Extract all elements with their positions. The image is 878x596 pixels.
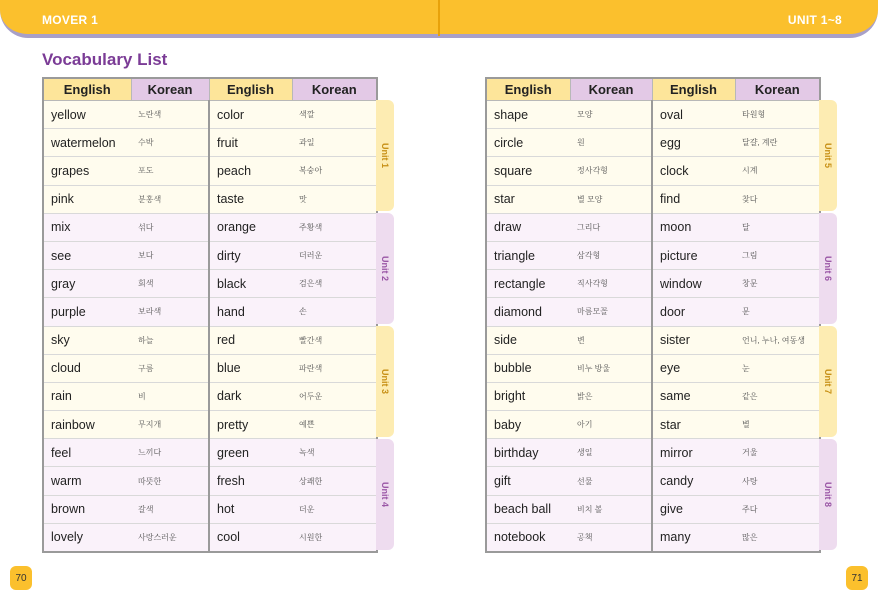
korean-meaning: 더운 <box>292 495 377 523</box>
korean-meaning: 회색 <box>131 270 209 298</box>
page-title: Vocabulary List <box>42 50 168 69</box>
table-row <box>486 326 820 354</box>
unit-tab <box>376 326 394 437</box>
unit-tab-label: Unit 1 <box>380 142 390 168</box>
unit-tab-label: Unit 8 <box>823 481 833 507</box>
korean-meaning: 파란색 <box>292 354 377 382</box>
english-word: red <box>209 326 292 354</box>
korean-meaning: 복숭아 <box>292 157 377 185</box>
english-word: peach <box>209 157 292 185</box>
unit-tab-label: Unit 6 <box>823 255 833 281</box>
table-row <box>486 241 820 269</box>
unit-tab <box>819 439 837 550</box>
english-word: picture <box>652 241 735 269</box>
korean-meaning: 비누 방울 <box>570 354 652 382</box>
table-row <box>43 129 377 157</box>
korean-meaning: 문 <box>735 298 820 326</box>
korean-meaning: 포도 <box>131 157 209 185</box>
english-word: mirror <box>652 439 735 467</box>
korean-meaning: 그리다 <box>570 213 652 241</box>
korean-meaning: 같은 <box>735 382 820 410</box>
korean-meaning: 검은색 <box>292 270 377 298</box>
book-level-label: MOVER 1 <box>42 13 99 27</box>
english-word: feel <box>43 439 131 467</box>
korean-meaning: 변 <box>570 326 652 354</box>
table-row <box>43 298 377 326</box>
table-row <box>43 213 377 241</box>
korean-meaning: 보라색 <box>131 298 209 326</box>
vocab-table-right <box>485 77 821 553</box>
english-word: clock <box>652 157 735 185</box>
english-word: watermelon <box>43 129 131 157</box>
table-row <box>43 326 377 354</box>
korean-meaning: 모양 <box>570 101 652 129</box>
korean-meaning: 구름 <box>131 354 209 382</box>
english-word: hand <box>209 298 292 326</box>
korean-meaning: 삼각형 <box>570 241 652 269</box>
unit-tab-label: Unit 4 <box>380 481 390 507</box>
english-word: birthday <box>486 439 570 467</box>
korean-meaning: 밝은 <box>570 382 652 410</box>
table-row <box>43 439 377 467</box>
korean-meaning: 거울 <box>735 439 820 467</box>
korean-meaning: 달 <box>735 213 820 241</box>
unit-tab-label: Unit 7 <box>823 368 833 394</box>
unit-tab-label: Unit 5 <box>823 142 833 168</box>
english-word: cool <box>209 523 292 552</box>
col-header-korean: Korean <box>570 78 652 101</box>
english-word: many <box>652 523 735 552</box>
english-word: cloud <box>43 354 131 382</box>
english-word: egg <box>652 129 735 157</box>
english-word: candy <box>652 467 735 495</box>
korean-meaning: 시계 <box>735 157 820 185</box>
table-row <box>486 101 820 129</box>
korean-meaning: 수박 <box>131 129 209 157</box>
english-word: moon <box>652 213 735 241</box>
english-word: taste <box>209 185 292 213</box>
english-word: pretty <box>209 411 292 439</box>
english-word: purple <box>43 298 131 326</box>
unit-tab <box>819 326 837 437</box>
korean-meaning: 하늘 <box>131 326 209 354</box>
page-number-right: 71 <box>846 566 868 590</box>
table-row <box>486 439 820 467</box>
english-word: fresh <box>209 467 292 495</box>
korean-meaning: 분홍색 <box>131 185 209 213</box>
english-word: color <box>209 101 292 129</box>
english-word: black <box>209 270 292 298</box>
table-row <box>486 185 820 213</box>
english-word: green <box>209 439 292 467</box>
table-row <box>43 523 377 552</box>
korean-meaning: 원 <box>570 129 652 157</box>
korean-meaning: 색깔 <box>292 101 377 129</box>
korean-meaning: 빨간색 <box>292 326 377 354</box>
col-header-korean: Korean <box>292 78 377 101</box>
korean-meaning: 언니, 누나, 여동생 <box>735 326 820 354</box>
book-spine <box>438 0 440 36</box>
english-word: star <box>486 185 570 213</box>
korean-meaning: 별 <box>735 411 820 439</box>
unit-tab-label: Unit 2 <box>380 255 390 281</box>
english-word: fruit <box>209 129 292 157</box>
korean-meaning: 더러운 <box>292 241 377 269</box>
english-word: find <box>652 185 735 213</box>
table-row <box>486 270 820 298</box>
korean-meaning: 생일 <box>570 439 652 467</box>
korean-meaning: 섞다 <box>131 213 209 241</box>
korean-meaning: 어두운 <box>292 382 377 410</box>
english-word: sister <box>652 326 735 354</box>
korean-meaning: 창문 <box>735 270 820 298</box>
korean-meaning: 주다 <box>735 495 820 523</box>
english-word: beach ball <box>486 495 570 523</box>
korean-meaning: 찾다 <box>735 185 820 213</box>
english-word: diamond <box>486 298 570 326</box>
korean-meaning: 녹색 <box>292 439 377 467</box>
english-word: pink <box>43 185 131 213</box>
english-word: sky <box>43 326 131 354</box>
table-row <box>486 467 820 495</box>
english-word: side <box>486 326 570 354</box>
english-word: give <box>652 495 735 523</box>
korean-meaning: 비치 볼 <box>570 495 652 523</box>
table-row <box>486 382 820 410</box>
english-word: door <box>652 298 735 326</box>
table-row <box>43 270 377 298</box>
table-row <box>43 185 377 213</box>
english-word: dark <box>209 382 292 410</box>
korean-meaning: 마름모꼴 <box>570 298 652 326</box>
korean-meaning: 아기 <box>570 411 652 439</box>
table-row <box>43 382 377 410</box>
korean-meaning: 무지개 <box>131 411 209 439</box>
korean-meaning: 비 <box>131 382 209 410</box>
table-row <box>486 129 820 157</box>
english-word: grapes <box>43 157 131 185</box>
table-row <box>486 213 820 241</box>
korean-meaning: 타원형 <box>735 101 820 129</box>
english-word: hot <box>209 495 292 523</box>
vocab-table-left <box>42 77 378 553</box>
table-row <box>43 101 377 129</box>
english-word: orange <box>209 213 292 241</box>
korean-meaning: 눈 <box>735 354 820 382</box>
table-row <box>486 523 820 552</box>
korean-meaning: 상쾌한 <box>292 467 377 495</box>
english-word: circle <box>486 129 570 157</box>
unit-tab <box>376 100 394 211</box>
col-header-english: English <box>43 78 131 101</box>
english-word: rainbow <box>43 411 131 439</box>
english-word: brown <box>43 495 131 523</box>
english-word: dirty <box>209 241 292 269</box>
col-header-english: English <box>652 78 735 101</box>
english-word: same <box>652 382 735 410</box>
korean-meaning: 노란색 <box>131 101 209 129</box>
english-word: blue <box>209 354 292 382</box>
english-word: bubble <box>486 354 570 382</box>
table-row <box>43 495 377 523</box>
korean-meaning: 직사각형 <box>570 270 652 298</box>
english-word: draw <box>486 213 570 241</box>
korean-meaning: 사탕 <box>735 467 820 495</box>
korean-meaning: 시원한 <box>292 523 377 552</box>
korean-meaning: 주황색 <box>292 213 377 241</box>
korean-meaning: 사랑스러운 <box>131 523 209 552</box>
table-row <box>43 241 377 269</box>
english-word: notebook <box>486 523 570 552</box>
korean-meaning: 선물 <box>570 467 652 495</box>
page-number-left: 70 <box>10 566 32 590</box>
korean-meaning: 공책 <box>570 523 652 552</box>
english-word: warm <box>43 467 131 495</box>
unit-range-label: UNIT 1~8 <box>787 13 842 27</box>
english-word: rain <box>43 382 131 410</box>
col-header-korean: Korean <box>735 78 820 101</box>
unit-tab <box>376 439 394 550</box>
unit-tab <box>819 100 837 211</box>
english-word: lovely <box>43 523 131 552</box>
table-row <box>486 157 820 185</box>
english-word: gift <box>486 467 570 495</box>
table-row <box>43 157 377 185</box>
korean-meaning: 예쁜 <box>292 411 377 439</box>
unit-tab-label: Unit 3 <box>380 368 390 394</box>
korean-meaning: 느끼다 <box>131 439 209 467</box>
unit-tab <box>376 213 394 324</box>
korean-meaning: 많은 <box>735 523 820 552</box>
english-word: mix <box>43 213 131 241</box>
korean-meaning: 별 모양 <box>570 185 652 213</box>
english-word: eye <box>652 354 735 382</box>
unit-tab <box>819 213 837 324</box>
korean-meaning: 맛 <box>292 185 377 213</box>
english-word: triangle <box>486 241 570 269</box>
english-word: star <box>652 411 735 439</box>
english-word: shape <box>486 101 570 129</box>
korean-meaning: 손 <box>292 298 377 326</box>
korean-meaning: 과일 <box>292 129 377 157</box>
english-word: window <box>652 270 735 298</box>
table-row <box>43 467 377 495</box>
korean-meaning: 정사각형 <box>570 157 652 185</box>
table-row <box>486 298 820 326</box>
korean-meaning: 그림 <box>735 241 820 269</box>
english-word: baby <box>486 411 570 439</box>
col-header-english: English <box>486 78 570 101</box>
english-word: yellow <box>43 101 131 129</box>
col-header-english: English <box>209 78 292 101</box>
table-row <box>43 411 377 439</box>
table-row <box>43 354 377 382</box>
col-header-korean: Korean <box>131 78 209 101</box>
table-row <box>486 354 820 382</box>
english-word: oval <box>652 101 735 129</box>
english-word: bright <box>486 382 570 410</box>
korean-meaning: 보다 <box>131 241 209 269</box>
korean-meaning: 달걀, 계란 <box>735 129 820 157</box>
korean-meaning: 따뜻한 <box>131 467 209 495</box>
english-word: see <box>43 241 131 269</box>
english-word: gray <box>43 270 131 298</box>
table-row <box>486 495 820 523</box>
english-word: square <box>486 157 570 185</box>
english-word: rectangle <box>486 270 570 298</box>
korean-meaning: 갈색 <box>131 495 209 523</box>
table-row <box>486 411 820 439</box>
